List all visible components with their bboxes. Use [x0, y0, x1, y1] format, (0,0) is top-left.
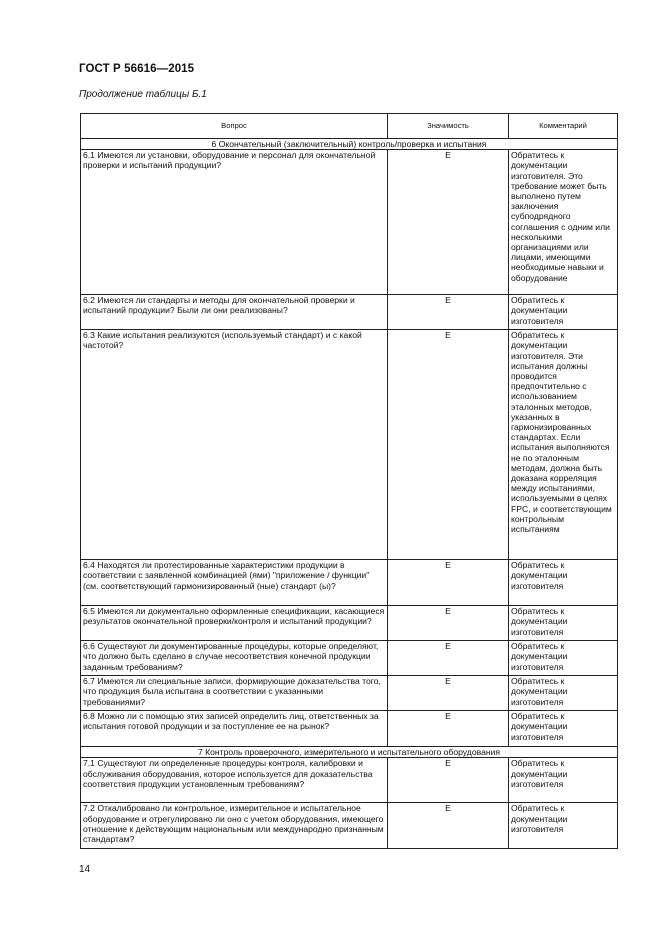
table-header-row	[81, 114, 618, 139]
table-row	[81, 560, 618, 606]
column-header-question: Вопрос	[81, 114, 388, 139]
requirements-table	[80, 113, 618, 849]
question-cell: 6.8 Можно ли с помощью этих записей определить лиц, ответственных за испытания готовой продукции и за поступление ее на рынок?	[81, 711, 388, 747]
question-cell: 6.4 Находятся ли протестированные характеристики продукции в соответствии с заявленной комбинацией (ями) "приложение / функции" (см. соответствующий гармонизированный (ные) стандарт (ы)?	[81, 560, 388, 606]
question-cell: 6.2 Имеются ли стандарты и методы для окончательной проверки и испытаний продукции? Были ли они реализованы?	[81, 295, 388, 330]
table-row	[81, 330, 618, 560]
table-row	[81, 606, 618, 641]
importance-cell: E	[388, 560, 509, 606]
table-row	[81, 803, 618, 849]
comment-cell: Обратитесь к документации изготовителя	[509, 711, 618, 747]
comment-cell: Обратитесь к документации изготовителя	[509, 560, 618, 606]
question-cell: 6.3 Какие испытания реализуются (используемый стандарт) и с какой частотой?	[81, 330, 388, 560]
section-row	[81, 139, 618, 150]
comment-cell: Обратитесь к документации изготовителя	[509, 676, 618, 711]
comment-cell: Обратитесь к документации изготовителя. Это требование может быть выполнено путем заключения субподрядного соглашения с одним или несколькими организациями или лицами, имеющими необходимые навыки и оборудование	[509, 150, 618, 295]
table-caption: Продолжение таблицы Б.1	[79, 89, 207, 100]
table-row	[81, 295, 618, 330]
section-title: 7 Контроль проверочного, измерительного и испытательного оборудования	[81, 747, 618, 758]
importance-cell: E	[388, 295, 509, 330]
importance-cell: E	[388, 711, 509, 747]
question-cell: 6.5 Имеются ли документально оформленные спецификации, касающиеся результатов окончательной проверки/контроля и испытаний продукции?	[81, 606, 388, 641]
table-row	[81, 711, 618, 747]
importance-cell: E	[388, 758, 509, 803]
comment-cell: Обратитесь к документации изготовителя	[509, 758, 618, 803]
importance-cell: E	[388, 330, 509, 560]
document-code: ГОСТ Р 56616—2015	[79, 63, 195, 75]
comment-cell: Обратитесь к документации изготовителя	[509, 641, 618, 676]
table-row	[81, 758, 618, 803]
table-row	[81, 676, 618, 711]
comment-cell: Обратитесь к документации изготовителя	[509, 295, 618, 330]
question-cell: 6.1 Имеются ли установки, оборудование и персонал для окончательной проверки и испытаний продукции?	[81, 150, 388, 295]
question-cell: 7.2 Откалибровано ли контрольное, измерительное и испытательное оборудование и отрегулировано ли оно с учетом оборудования, имеющего отношение к действующим национальным или международно признанным стандартам?	[81, 803, 388, 849]
column-header-importance: Значимость	[388, 114, 509, 139]
table-row	[81, 150, 618, 295]
comment-cell: Обратитесь к документации изготовителя	[509, 803, 618, 849]
question-cell: 6.7 Имеются ли специальные записи, формирующие доказательства того, что продукция была испытана в соответствии с указанными требованиями?	[81, 676, 388, 711]
comment-cell: Обратитесь к документации изготовителя	[509, 606, 618, 641]
section-title: 6 Окончательный (заключительный) контроль/проверка и испытания	[81, 139, 618, 150]
importance-cell: E	[388, 803, 509, 849]
importance-cell: E	[388, 641, 509, 676]
importance-cell: E	[388, 150, 509, 295]
importance-cell: E	[388, 676, 509, 711]
column-header-comment: Комментарий	[509, 114, 618, 139]
page-number: 14	[79, 864, 91, 875]
question-cell: 7.1 Существуют ли определенные процедуры контроля, калибровки и обслуживания оборудования, которое используется для доказательства соответствия продукции установленным требованиям?	[81, 758, 388, 803]
section-row	[81, 747, 618, 758]
table-row	[81, 641, 618, 676]
importance-cell: E	[388, 606, 509, 641]
comment-cell: Обратитесь к документации изготовителя. Эти испытания должны проводится предпочтительно с использованием эталонных методов, указанных в гармонизированных стандартах. Если испытания выполняются не по эталонным методам, должна быть доказана корреляция между испытаниями, используемыми в целях FPC, и соответствующим контрольным испытаниям	[509, 330, 618, 560]
question-cell: 6.6 Существуют ли документированные процедуры, которые определяют, что должно быть сделано в случае несоответствия конечной продукции заданным требованиям?	[81, 641, 388, 676]
